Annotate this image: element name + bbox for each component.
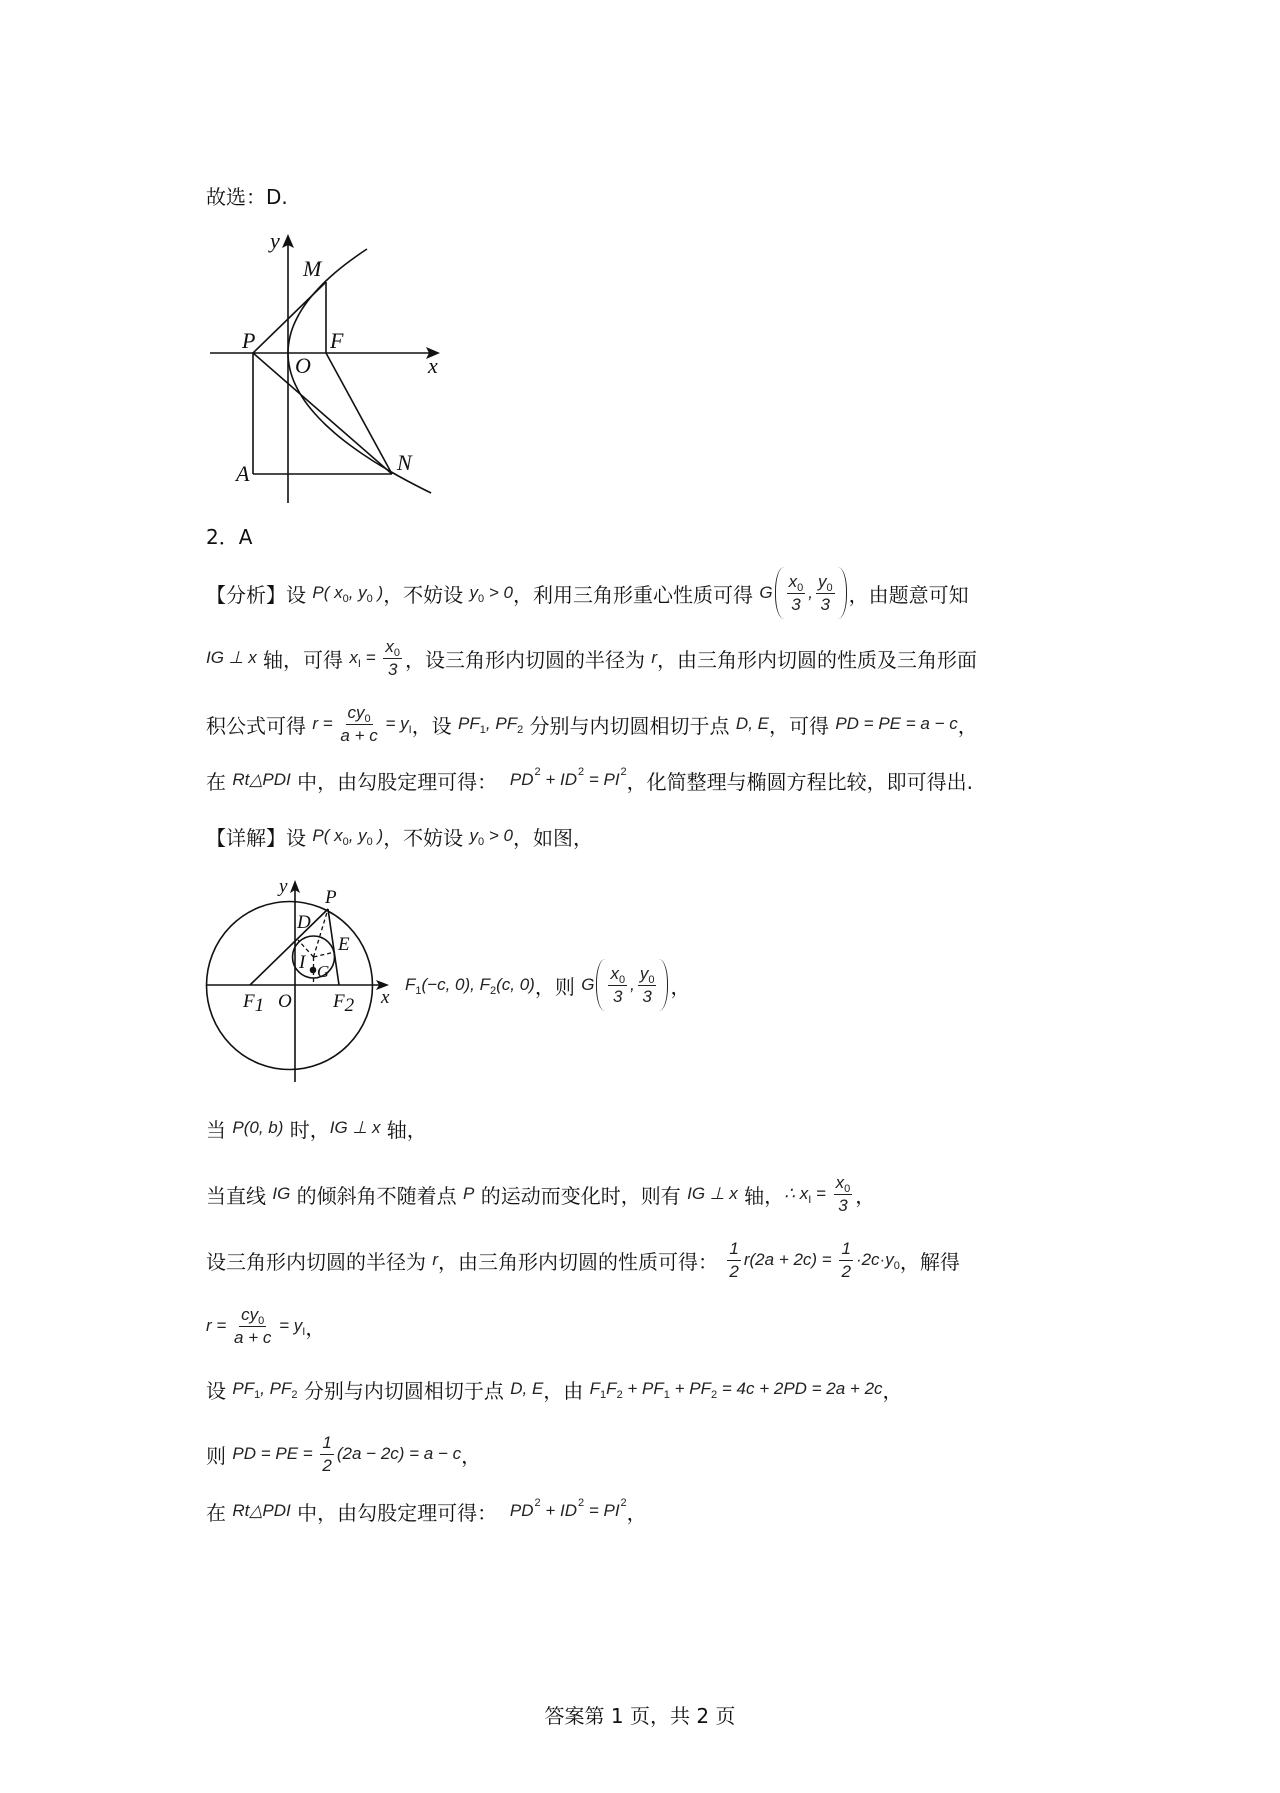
text-run: ，解得	[899, 1249, 960, 1274]
math-expression: PD	[509, 1501, 534, 1520]
detail-line-3	[206, 1172, 875, 1216]
text-run: ，如图，	[513, 825, 594, 850]
math-expression: ,	[808, 583, 813, 602]
math-expression: > 0	[484, 826, 514, 845]
math-expression: D, E	[510, 1379, 544, 1398]
text-run: 轴，	[737, 1183, 785, 1208]
superscript: 2	[620, 1497, 627, 1509]
math-expression: P	[312, 826, 324, 845]
numerator	[638, 964, 657, 986]
math-expression: 2	[322, 1455, 332, 1475]
subscript: I	[808, 1194, 812, 1206]
fraction	[234, 1305, 271, 1348]
math-expression: IG ⊥ x	[329, 1118, 381, 1137]
label-M: M	[303, 256, 322, 281]
label-y: y	[270, 228, 280, 253]
math-expression: y	[469, 826, 479, 845]
superscript: 2	[620, 766, 627, 778]
analysis-line-2	[206, 636, 977, 680]
numerator	[816, 572, 835, 594]
ellipse-figure	[0, 860, 470, 1100]
subscript: 1	[479, 724, 486, 736]
math-expression: P	[463, 1184, 475, 1203]
text-run: 轴，	[380, 1117, 427, 1142]
fraction	[839, 1239, 852, 1282]
math-expression: Rt△PDI	[232, 1501, 291, 1520]
text-run: ，不妨设	[383, 582, 470, 607]
math-expression: PD = PE = a − c	[835, 714, 958, 733]
denominator	[841, 1261, 850, 1282]
text-run: ，化简整理与椭圆方程比较，即可得出.	[626, 769, 974, 794]
math-expression: 2	[729, 1261, 739, 1281]
math-expression: = 4c + 2PD = 2a + 2c	[717, 1379, 883, 1398]
denominator	[340, 725, 377, 746]
detail-line-6	[206, 1367, 903, 1411]
subscript: 2	[711, 1389, 718, 1401]
superscript: 2	[577, 1497, 585, 1509]
math-expression: ( x	[323, 583, 343, 602]
label-A: A	[236, 461, 250, 486]
subscript: 0	[366, 593, 373, 605]
label-O: O	[295, 353, 311, 378]
math-expression: ·2c·y	[855, 1250, 894, 1269]
numerator	[239, 1305, 266, 1327]
subscript: 0	[393, 646, 400, 659]
fraction	[638, 964, 657, 1007]
subscript: 0	[478, 593, 485, 605]
subscript: I	[357, 658, 361, 670]
math-expression: 3	[642, 986, 652, 1006]
text-run: ，设三角形内切圆的半径为	[404, 647, 652, 672]
math-expression: ∴ x	[784, 1184, 809, 1203]
page-footer: 答案第 1 页，共 2 页	[544, 1704, 736, 1728]
text-run: 在	[206, 769, 233, 794]
text-run: 分别与内切圆相切于点	[297, 1378, 511, 1403]
parenthesized-group	[775, 567, 847, 619]
superscript: 2	[534, 766, 541, 778]
line-PN	[253, 353, 392, 474]
text-run: ，可得	[768, 713, 836, 738]
numerator	[383, 637, 402, 659]
text-run: 中，由勾股定理可得：	[290, 1500, 510, 1525]
math-expression: F	[606, 1379, 617, 1398]
answer-text: 2．A	[206, 524, 253, 549]
math-expression: r =	[206, 1316, 232, 1335]
math-expression: 1	[841, 1238, 851, 1258]
label-x: x	[428, 353, 438, 378]
math-expression: D, E	[735, 714, 769, 733]
math-expression: 2	[841, 1261, 851, 1281]
math-expression: r	[432, 1250, 439, 1269]
text-run: ，	[461, 1443, 482, 1468]
denominator	[729, 1261, 738, 1282]
answer-label	[206, 513, 252, 557]
label-G: G	[317, 962, 330, 981]
label-I: I	[299, 952, 306, 973]
text-run: 轴，可得	[256, 647, 350, 672]
math-expression: G	[581, 975, 595, 994]
detail-line-8	[206, 1489, 647, 1533]
text-run: ，	[957, 713, 978, 738]
math-expression: 1	[322, 1432, 332, 1452]
math-expression: cy	[241, 1304, 259, 1324]
text-run: 中，由勾股定理可得：	[290, 769, 510, 794]
math-expression: (2a − 2c) = a − c	[336, 1444, 462, 1463]
math-expression: y	[639, 963, 649, 983]
label-D: D	[297, 912, 311, 933]
analysis-line-3	[206, 702, 978, 746]
numerator	[834, 1173, 853, 1195]
subscript: 0	[342, 836, 349, 848]
line-FN	[326, 353, 392, 474]
math-expression: G	[759, 583, 773, 602]
math-expression: F	[405, 975, 416, 994]
text-run: ，	[855, 1183, 876, 1208]
math-expression: = y	[274, 1316, 303, 1335]
math-expression: r =	[312, 714, 338, 733]
math-expression: PF	[458, 714, 480, 733]
numerator	[320, 1433, 333, 1455]
subscript: 1	[663, 1389, 670, 1401]
text-run: ，利用三角形重心性质可得	[513, 582, 760, 607]
math-expression: r(2a + 2c) =	[743, 1250, 837, 1269]
math-expression: a + c	[234, 1327, 272, 1347]
math-expression: P(0, b)	[232, 1118, 284, 1137]
math-expression: x	[835, 1172, 845, 1192]
conclusion-text: 故选：D.	[206, 184, 288, 209]
subscript: I	[408, 724, 412, 736]
detail-line-1	[206, 814, 593, 858]
math-expression: )	[372, 826, 384, 845]
math-expression: + PF	[669, 1379, 712, 1398]
math-expression: , y	[348, 583, 367, 602]
math-expression: + ID	[540, 1501, 577, 1520]
label-F2: F2	[333, 991, 355, 1016]
label-x: x	[381, 987, 390, 1008]
math-expression: PD = PE =	[232, 1444, 318, 1463]
label-F1: F1	[243, 991, 265, 1016]
math-expression: = PI	[584, 1501, 620, 1520]
subscript: 0	[797, 581, 804, 594]
math-expression: > 0	[484, 583, 514, 602]
denominator	[234, 1327, 271, 1348]
label-F: F	[330, 328, 344, 353]
superscript: 2	[534, 1497, 541, 1509]
label-P: P	[242, 328, 256, 353]
parenthesized-group	[596, 959, 668, 1011]
subscript: 1	[415, 985, 422, 997]
subscript: 0	[364, 712, 371, 725]
math-expression: = y	[380, 714, 409, 733]
numerator	[346, 703, 373, 725]
text-run: 的倾斜角不随着点	[290, 1183, 464, 1208]
text-run: ，	[670, 974, 691, 999]
math-expression: y	[469, 583, 479, 602]
math-expression: x	[610, 963, 619, 983]
text-run: ，	[305, 1315, 326, 1340]
math-expression: y	[817, 571, 827, 591]
subscript: 1	[600, 1389, 607, 1401]
label-y: y	[279, 876, 288, 897]
math-expression: = PI	[584, 770, 620, 789]
fraction	[320, 1433, 333, 1476]
subscript: 0	[618, 973, 626, 986]
math-expression: r	[651, 648, 658, 667]
subscript: 2	[291, 1389, 298, 1401]
subscript: 0	[893, 1260, 900, 1272]
text-run: 设	[206, 1378, 233, 1403]
fraction	[787, 572, 806, 615]
subscript: I	[302, 1326, 306, 1338]
numerator	[839, 1239, 852, 1261]
subscript: 1	[254, 1389, 261, 1401]
math-expression: )	[372, 583, 384, 602]
denominator	[322, 1455, 331, 1476]
fraction	[727, 1239, 740, 1282]
subscript: 0	[258, 1314, 265, 1327]
math-expression: cy	[347, 702, 365, 722]
math-expression: + PF	[622, 1379, 664, 1398]
text-run: ，设	[411, 713, 459, 738]
detail-line-4	[206, 1238, 960, 1282]
detail-line-2	[206, 1106, 427, 1150]
text-run: 的运动而变化时，则有	[474, 1183, 688, 1208]
foci-centroid-line	[405, 963, 690, 1007]
text-run: 【分析】设	[206, 582, 313, 607]
math-expression: + ID	[540, 770, 577, 789]
math-expression: , PF	[260, 1379, 292, 1398]
numerator	[787, 572, 806, 594]
numerator	[608, 964, 627, 986]
text-run: 在	[206, 1500, 233, 1525]
math-expression: P	[312, 583, 324, 602]
analysis-line-4	[206, 758, 973, 802]
text-run: 分别与内切圆相切于点	[523, 713, 736, 738]
subscript: 0	[366, 836, 373, 848]
label-E: E	[338, 934, 350, 955]
detail-line-7	[206, 1432, 481, 1476]
subscript: 0	[342, 593, 349, 605]
superscript: 2	[577, 766, 585, 778]
text-run: ，由题意可知	[848, 582, 969, 607]
text-run: 则	[206, 1443, 233, 1468]
math-expression: 3	[613, 986, 623, 1006]
fraction	[340, 703, 377, 746]
text-run: 时，	[283, 1117, 330, 1142]
math-expression: IG ⊥ x	[206, 648, 257, 667]
fraction	[383, 637, 402, 680]
math-expression: , y	[348, 826, 367, 845]
math-expression: 3	[838, 1195, 848, 1215]
label-O: O	[278, 991, 292, 1012]
parabola-figure	[0, 0, 500, 520]
fraction	[834, 1173, 853, 1216]
math-expression: 1	[729, 1238, 739, 1258]
math-expression: ,	[630, 975, 635, 994]
text-run: ，则	[534, 974, 582, 999]
text-run: ，	[626, 1500, 647, 1525]
math-expression: , PF	[485, 714, 518, 733]
text-run: 设三角形内切圆的半径为	[206, 1249, 433, 1274]
math-expression: 3	[820, 594, 831, 614]
numerator	[727, 1239, 740, 1261]
math-expression: =	[360, 648, 381, 667]
text-run: 积公式可得	[206, 713, 313, 738]
text-run: ，由三角形内切圆的性质及三角形面	[657, 647, 978, 672]
subscript: 0	[648, 973, 655, 986]
text-run: 【详解】设	[206, 825, 313, 850]
math-expression: =	[811, 1184, 831, 1203]
text-run: ，由三角形内切圆的性质可得：	[438, 1249, 725, 1274]
fraction	[608, 964, 627, 1007]
math-expression: 3	[387, 659, 398, 679]
math-expression: ( x	[323, 826, 343, 845]
math-expression: IG ⊥ x	[687, 1184, 738, 1203]
math-expression: F	[589, 1379, 601, 1398]
math-expression: x	[349, 648, 358, 667]
math-expression: (c, 0)	[496, 975, 535, 994]
math-expression: PF	[232, 1379, 255, 1398]
point-G	[311, 968, 316, 973]
text-run: ，不妨设	[383, 825, 470, 850]
detail-line-5	[206, 1304, 325, 1348]
subscript: 0	[478, 836, 485, 848]
math-expression: a + c	[340, 725, 378, 745]
text-run: 当	[206, 1117, 233, 1142]
analysis-line-1	[206, 571, 969, 615]
subscript: 2	[490, 985, 497, 997]
math-expression: PD	[509, 770, 534, 789]
math-expression: Rt△PDI	[232, 770, 291, 789]
subscript: 0	[844, 1182, 851, 1195]
subscript: 0	[826, 581, 833, 594]
subscript: 2	[616, 1389, 623, 1401]
label-N: N	[397, 450, 412, 475]
math-expression: x	[385, 636, 394, 656]
math-expression: 3	[791, 594, 801, 614]
text-run: ，由	[543, 1378, 590, 1403]
math-expression: x	[788, 571, 798, 591]
text-run: ，	[882, 1378, 903, 1403]
text-run: 当直线	[206, 1183, 273, 1208]
subscript: 2	[517, 724, 524, 736]
label-P: P	[325, 887, 337, 908]
math-expression: (−c, 0), F	[421, 975, 490, 994]
math-expression: IG	[272, 1184, 291, 1203]
fraction	[816, 572, 835, 615]
